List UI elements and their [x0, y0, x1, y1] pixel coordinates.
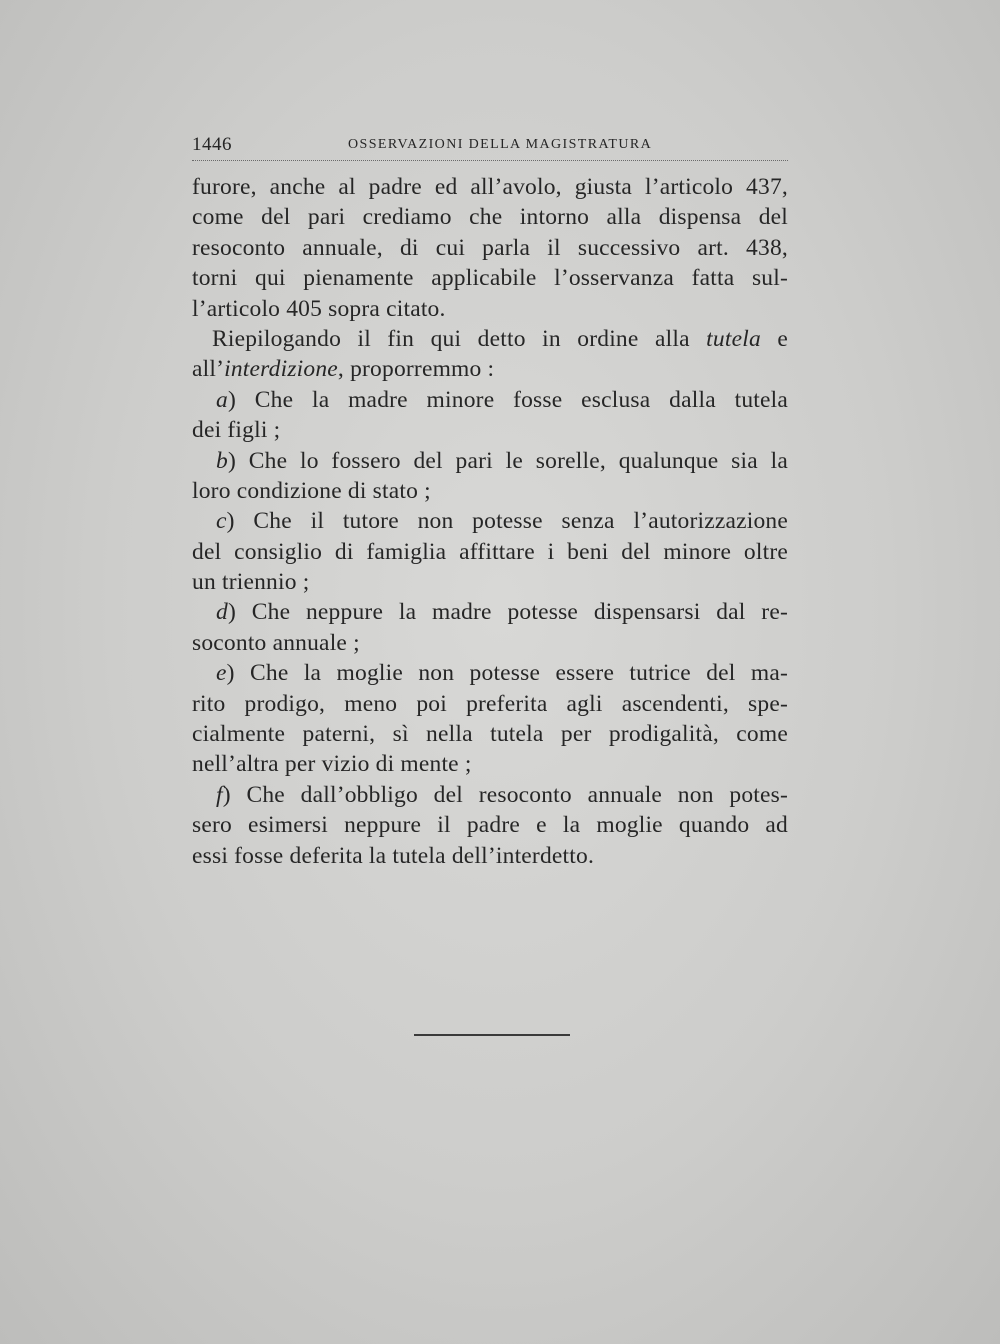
list-marker: f: [216, 781, 223, 808]
list-item-d: [192, 597, 788, 627]
text-line: torni qui pienamente applicabile l’osservanza fatta sul-: [192, 265, 788, 292]
text-run: ) Che lo fossero del pari le sorelle, qualunque sia la: [227, 447, 788, 474]
text-line: nell’altra per vizio di mente ;: [192, 751, 472, 778]
text-line: soconto annuale ;: [192, 629, 360, 656]
text-run: Riepilogando il fin qui detto in ordine alla: [212, 325, 707, 352]
text-run: ) Che la moglie non potesse essere tutrice del ma-: [226, 660, 788, 687]
list-marker: e: [216, 660, 227, 687]
text-line: [192, 324, 788, 354]
list-marker: b: [216, 447, 228, 474]
list-item-e: [192, 658, 788, 688]
text-run: ) Che neppure la madre potesse dispensarsi dal re-: [227, 599, 788, 626]
text-line: l’articolo 405 sopra citato.: [192, 295, 446, 322]
list-item-a: [192, 385, 788, 415]
text-run: all’: [192, 356, 225, 383]
list-marker: d: [216, 599, 228, 626]
text-line: loro condizione di stato ;: [192, 477, 431, 504]
text-line: come del pari crediamo che intorno alla dispensa del: [192, 204, 788, 231]
text-line: essi fosse deferita la tutela dell’interdetto.: [192, 842, 595, 869]
list-marker: c: [216, 508, 227, 535]
text-run: ) Che dall’obbligo del resoconto annuale non potes-: [222, 781, 788, 808]
text-line: del consiglio di famiglia affittare i beni del minore oltre: [192, 538, 788, 565]
text-run: ) Che la madre minore fosse esclusa dalla tutela: [227, 386, 788, 413]
text-line: un triennio ;: [192, 569, 310, 596]
text-line: cialmente paterni, sì nella tutela per prodigalità, come: [192, 721, 788, 748]
text-line: rito prodigo, meno poi preferita agli ascendenti, spe-: [192, 690, 788, 717]
list-item-c: [192, 506, 788, 536]
running-head: [192, 130, 788, 161]
text-run: ) Che il tutore non potesse senza l’autorizzazione: [226, 508, 788, 535]
text-line: sero esimersi neppure il padre e la moglie quando ad: [192, 812, 788, 839]
text-line: resoconto annuale, di cui parla il successivo art. 438,: [192, 234, 788, 261]
body-text: [192, 172, 788, 871]
list-item-b: [192, 446, 788, 476]
italic-term: tutela: [706, 325, 761, 352]
list-marker: a: [216, 386, 228, 413]
text-line: dei figli ;: [192, 417, 281, 444]
text-run: , proporremmo :: [337, 356, 495, 383]
list-item-f: [192, 780, 788, 810]
running-title: OSSERVAZIONI DELLA MAGISTRATURA: [348, 137, 653, 152]
text-line: furore, anche al padre ed all’avolo, giusta l’articolo 437,: [192, 174, 788, 200]
italic-term: interdizione: [224, 356, 338, 383]
page-number: 1446: [192, 134, 232, 155]
section-end-rule: [414, 1034, 570, 1036]
text-run: e: [760, 325, 788, 352]
text-line: [192, 354, 788, 384]
